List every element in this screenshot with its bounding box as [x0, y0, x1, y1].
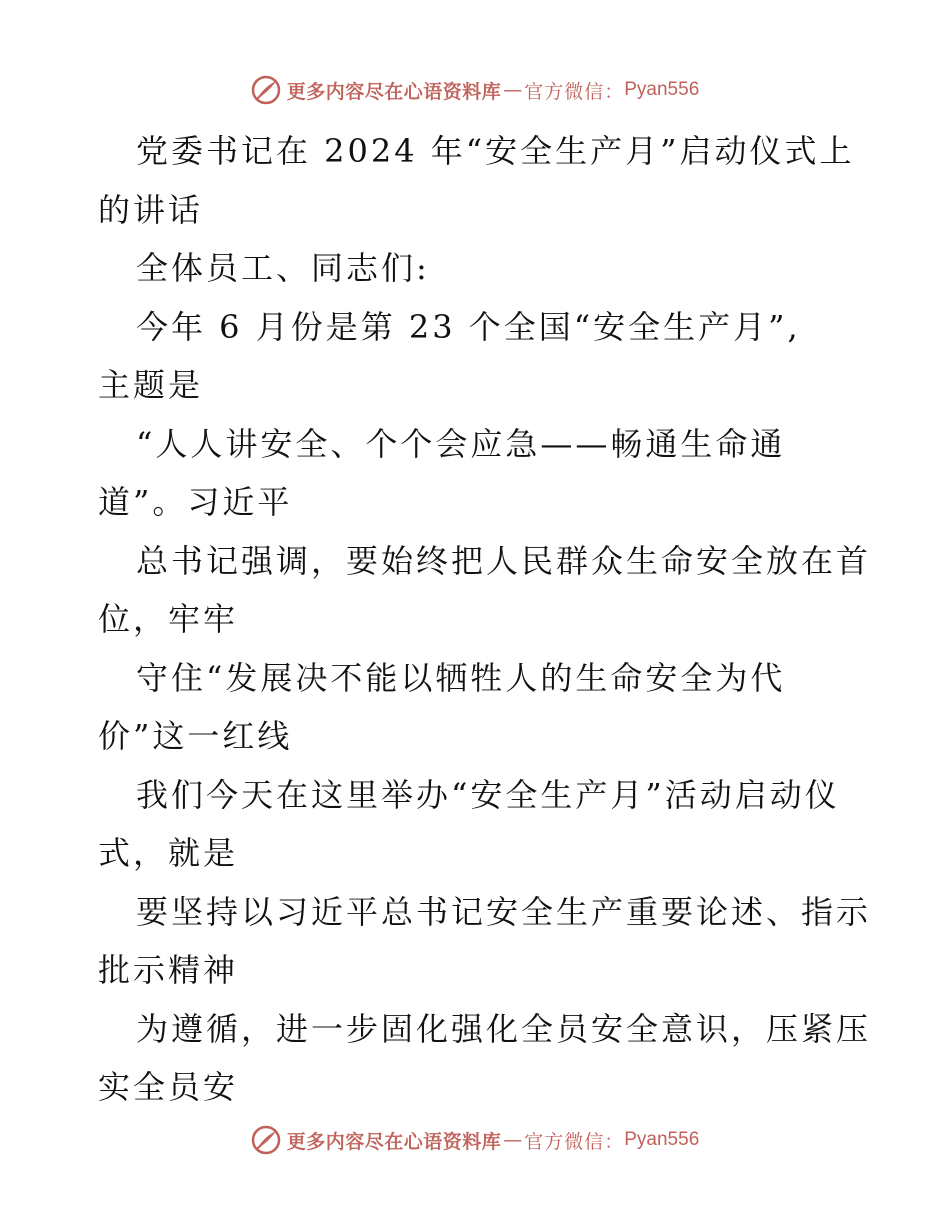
header-banner — [0, 70, 950, 110]
body-line: 要坚持以习近平总书记安全生产重要论述、指示 — [136, 892, 872, 931]
footer-wechat-id: Pyan556 — [624, 1129, 700, 1150]
body-line: 批示精神 — [98, 951, 239, 989]
body-line: 总书记强调，要始终把人民群众生命安全放在首 — [136, 541, 872, 580]
header-dash: — — [503, 79, 523, 101]
body-line: 式，就是 — [98, 834, 239, 872]
body-line: 全体员工、同志们: — [136, 249, 430, 287]
body-line: 实全员安 — [98, 1068, 239, 1106]
document-body — [98, 122, 872, 1117]
body-line: 位，牢牢 — [98, 600, 239, 638]
feather-logo-icon — [251, 75, 281, 105]
footer-wechat-label: 官方微信： — [524, 1130, 625, 1153]
footer-dash: — — [503, 1129, 523, 1151]
body-line: 的讲话 — [98, 190, 204, 229]
footer-promo-text: 更多内容尽在心语资料库 — [286, 1130, 502, 1153]
header-promo-text: 更多内容尽在心语资料库 — [286, 80, 502, 103]
feather-logo-icon — [251, 1125, 281, 1155]
body-line: “人人讲安全、个个会应急——畅通生命通 — [136, 424, 786, 463]
body-line: 今年 6 月份是第 23 个全国“安全生产月”, — [136, 307, 801, 346]
body-line: 主题是 — [98, 366, 204, 404]
header-wechat-label: 官方微信： — [524, 80, 625, 103]
footer-banner — [0, 1120, 950, 1160]
body-line: 我们今天在这里举办“安全生产月”活动启动仪 — [136, 775, 840, 814]
body-line: 价”这一红线 — [98, 717, 293, 755]
header-wechat-id: Pyan556 — [624, 79, 700, 100]
body-line: 守住“发展决不能以牺牲人的生命安全为代 — [136, 658, 786, 697]
body-line: 为遵循，进一步固化强化全员安全意识，压紧压 — [136, 1009, 872, 1048]
body-line: 道”。习近平 — [98, 483, 293, 521]
body-line: 党委书记在 2024 年“安全生产月”启动仪式上 — [136, 132, 855, 170]
